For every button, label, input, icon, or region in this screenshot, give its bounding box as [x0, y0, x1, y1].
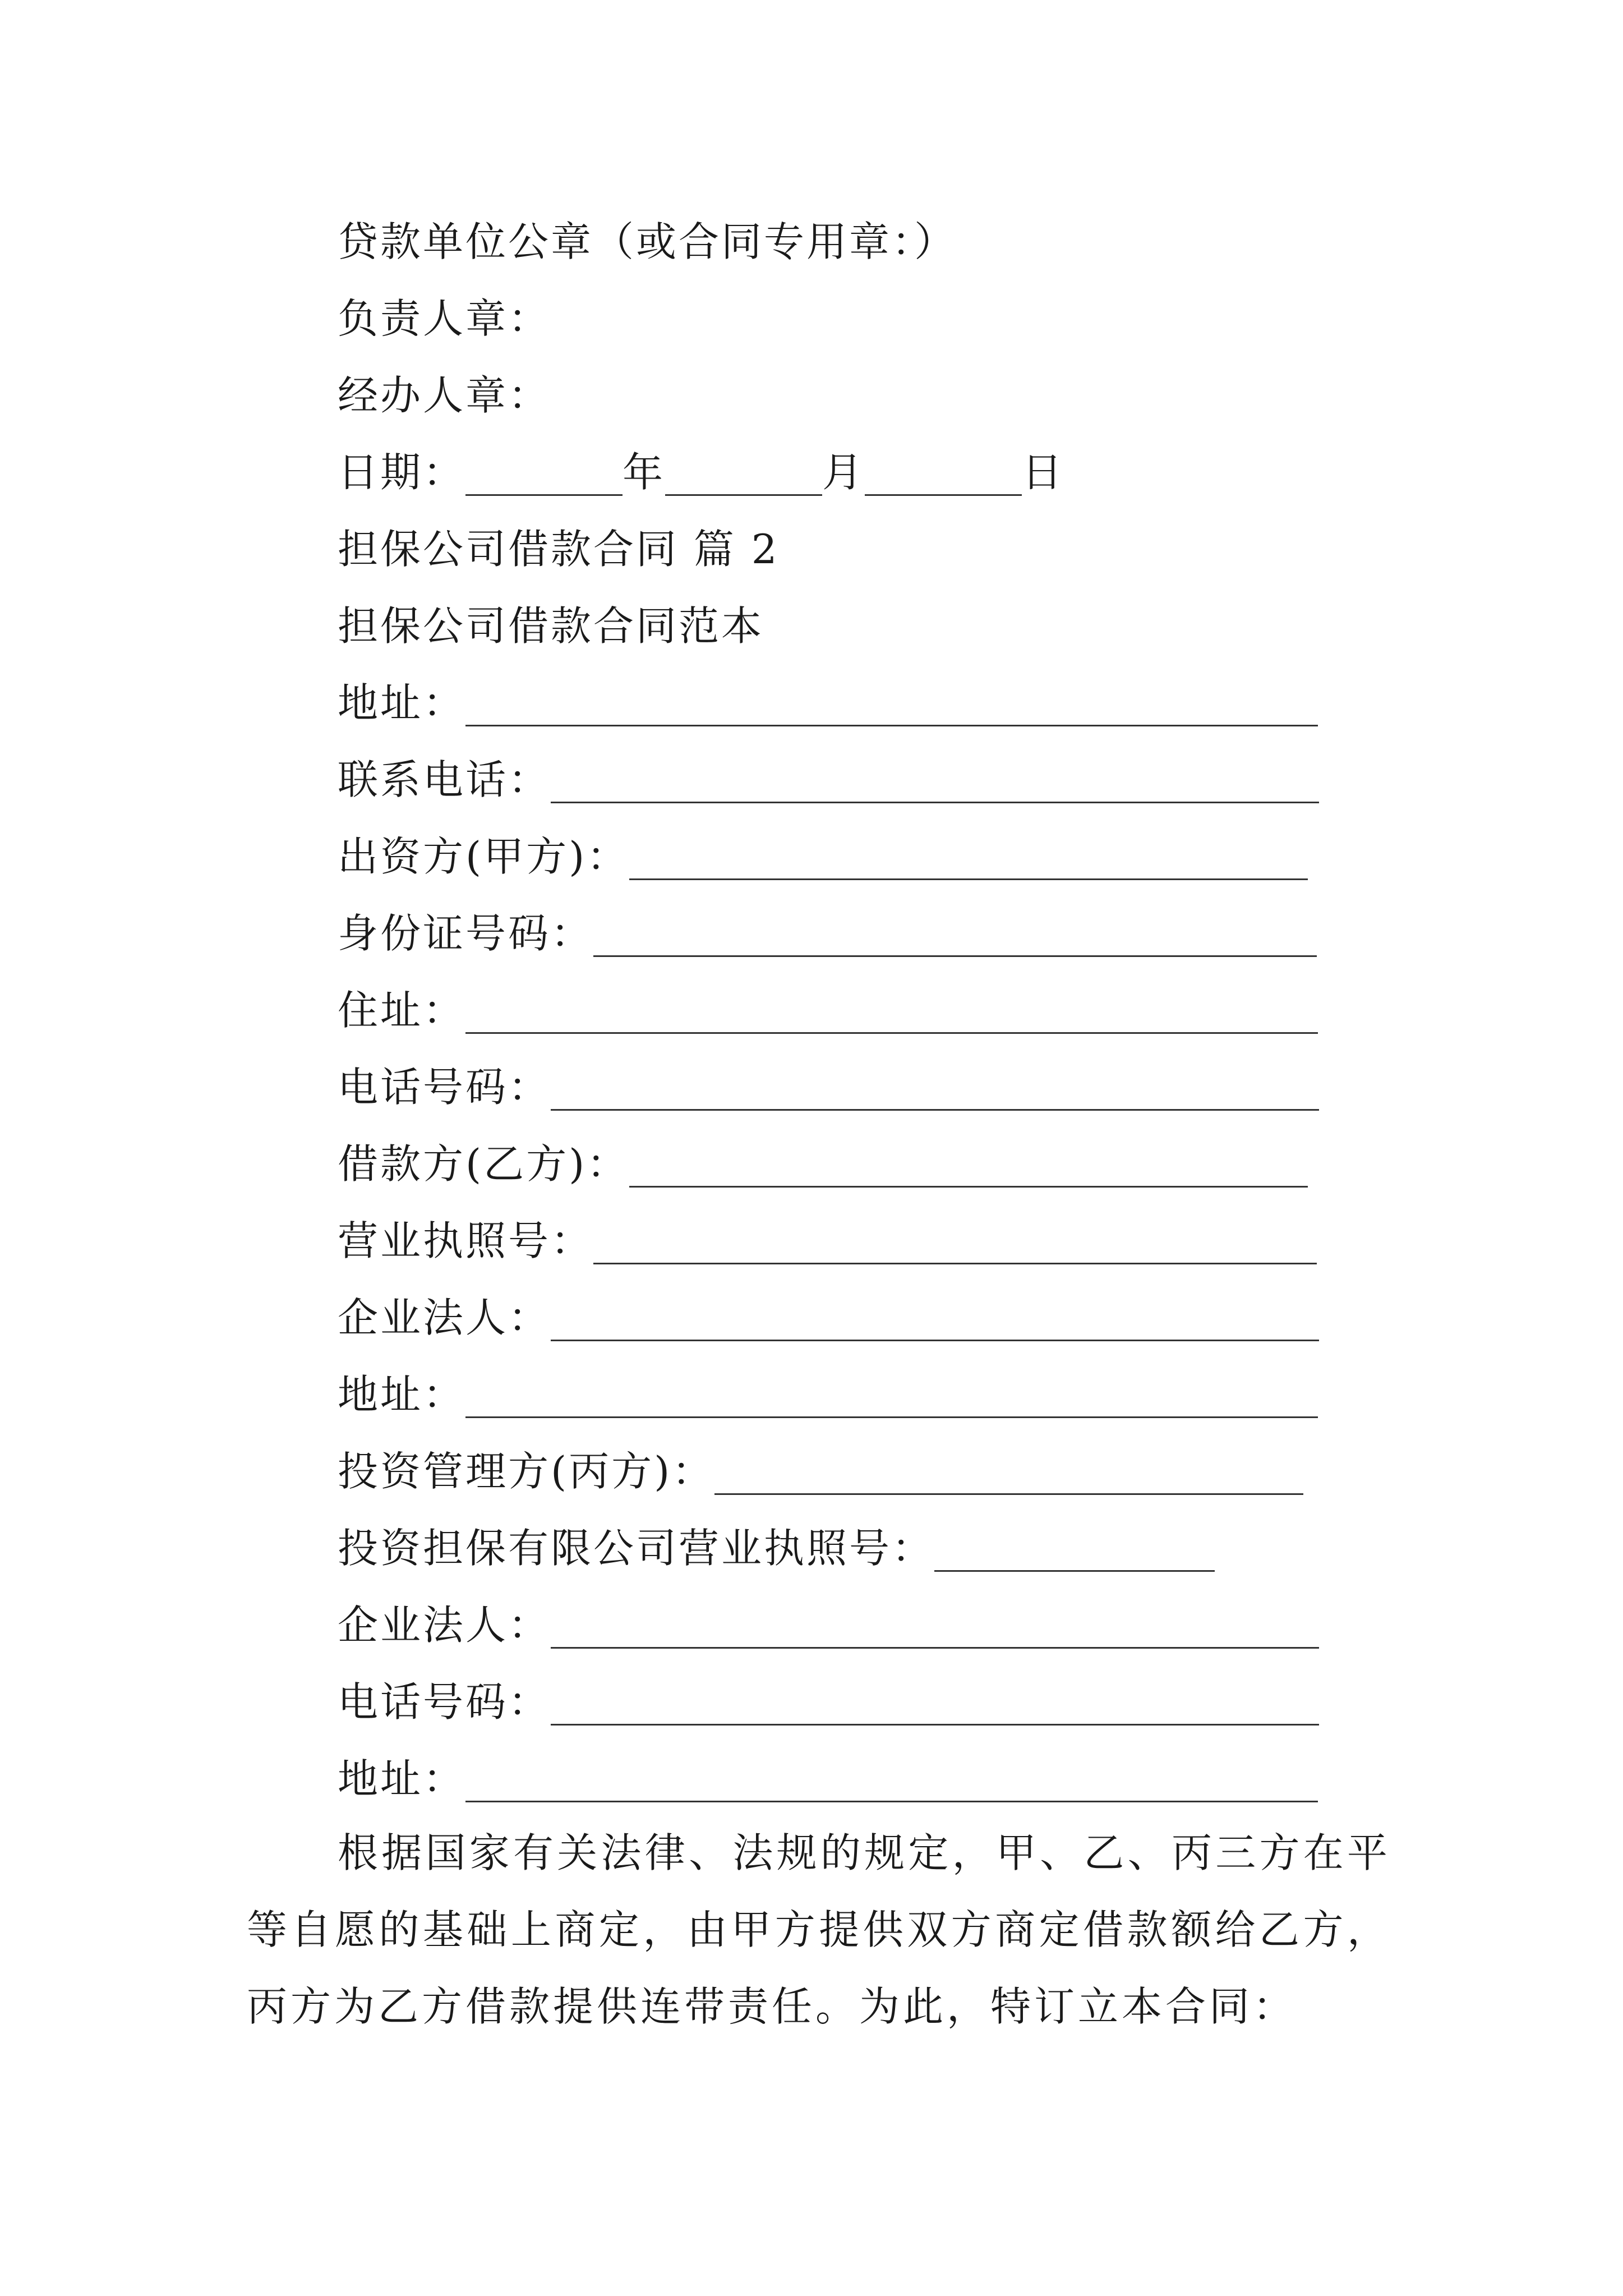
phone-1-label: 电话号码：	[338, 1064, 551, 1111]
address-2-label: 地址：	[338, 1371, 466, 1418]
section-title: 担保公司借款合同 篇 2	[338, 526, 780, 573]
date-month-label: 月	[822, 449, 865, 496]
party-c-line	[338, 1448, 1303, 1495]
business-license-line	[338, 1217, 1317, 1264]
legal-person-2-blank[interactable]	[551, 1613, 1319, 1649]
business-license-label: 营业执照号：	[338, 1217, 594, 1264]
party-c-blank[interactable]	[714, 1460, 1303, 1495]
contact-phone-line	[338, 756, 1319, 803]
phone-2-blank[interactable]	[551, 1690, 1319, 1726]
guarantee-license-label: 投资担保有限公司营业执照号：	[338, 1525, 935, 1572]
party-a-line	[338, 833, 1308, 880]
date-month-blank[interactable]	[665, 461, 822, 496]
date-year-label: 年	[623, 449, 666, 496]
legal-person-1-label: 企业法人：	[338, 1294, 551, 1341]
section-subtitle-line	[338, 602, 764, 650]
phone-1-line	[338, 1064, 1319, 1111]
stamp-handler-label: 经办人章：	[338, 372, 551, 419]
date-day-blank[interactable]	[865, 461, 1022, 496]
party-c-label: 投资管理方(丙方)：	[338, 1448, 715, 1495]
section-subtitle: 担保公司借款合同范本	[338, 602, 764, 650]
section-title-line	[338, 526, 780, 573]
contact-phone-blank[interactable]	[551, 768, 1319, 803]
address-3-line	[338, 1755, 1318, 1802]
residence-blank[interactable]	[465, 999, 1318, 1034]
address-3-label: 地址：	[338, 1755, 466, 1802]
id-number-blank[interactable]	[593, 922, 1317, 957]
address-1-blank[interactable]	[465, 691, 1318, 726]
phone-2-label: 电话号码：	[338, 1678, 551, 1726]
date-line	[338, 449, 1065, 496]
contact-phone-label: 联系电话：	[338, 756, 551, 803]
legal-person-1-line	[338, 1294, 1319, 1341]
date-label: 日期：	[338, 449, 466, 496]
stamp-principal-line	[338, 295, 551, 342]
phone-2-line	[338, 1678, 1319, 1726]
address-2-blank[interactable]	[465, 1383, 1318, 1418]
address-2-line	[338, 1371, 1318, 1418]
legal-person-2-label: 企业法人：	[338, 1602, 551, 1649]
party-a-blank[interactable]	[629, 845, 1308, 880]
stamp-unit-line	[338, 218, 957, 265]
legal-person-1-blank[interactable]	[551, 1306, 1319, 1341]
party-b-line	[338, 1140, 1308, 1188]
stamp-principal-label: 负责人章：	[338, 295, 551, 342]
residence-line	[338, 987, 1318, 1034]
guarantee-license-blank[interactable]	[934, 1536, 1215, 1572]
stamp-unit-label: 贷款单位公章（或合同专用章：）	[338, 218, 957, 265]
party-b-label: 借款方(乙方)：	[338, 1140, 630, 1188]
id-number-line	[338, 910, 1317, 957]
business-license-blank[interactable]	[593, 1229, 1317, 1264]
party-b-blank[interactable]	[629, 1152, 1308, 1188]
date-day-label: 日	[1022, 449, 1065, 496]
date-year-blank[interactable]	[465, 461, 623, 496]
body-paragraph: 根据国家有关法律、法规的规定，甲、乙、丙三方在平等自愿的基础上商定，由甲方提供双方商定借款额给乙方，丙方为乙方借款提供连带责任。为此，特订立本合同：	[247, 1829, 1391, 2030]
residence-label: 住址：	[338, 987, 466, 1034]
address-1-line	[338, 679, 1318, 726]
phone-1-blank[interactable]	[551, 1075, 1319, 1111]
stamp-handler-line	[338, 372, 551, 419]
guarantee-license-line	[338, 1525, 1215, 1572]
id-number-label: 身份证号码：	[338, 910, 594, 957]
party-a-label: 出资方(甲方)：	[338, 833, 630, 880]
address-3-blank[interactable]	[465, 1767, 1318, 1802]
address-1-label: 地址：	[338, 679, 466, 726]
legal-person-2-line	[338, 1602, 1319, 1649]
